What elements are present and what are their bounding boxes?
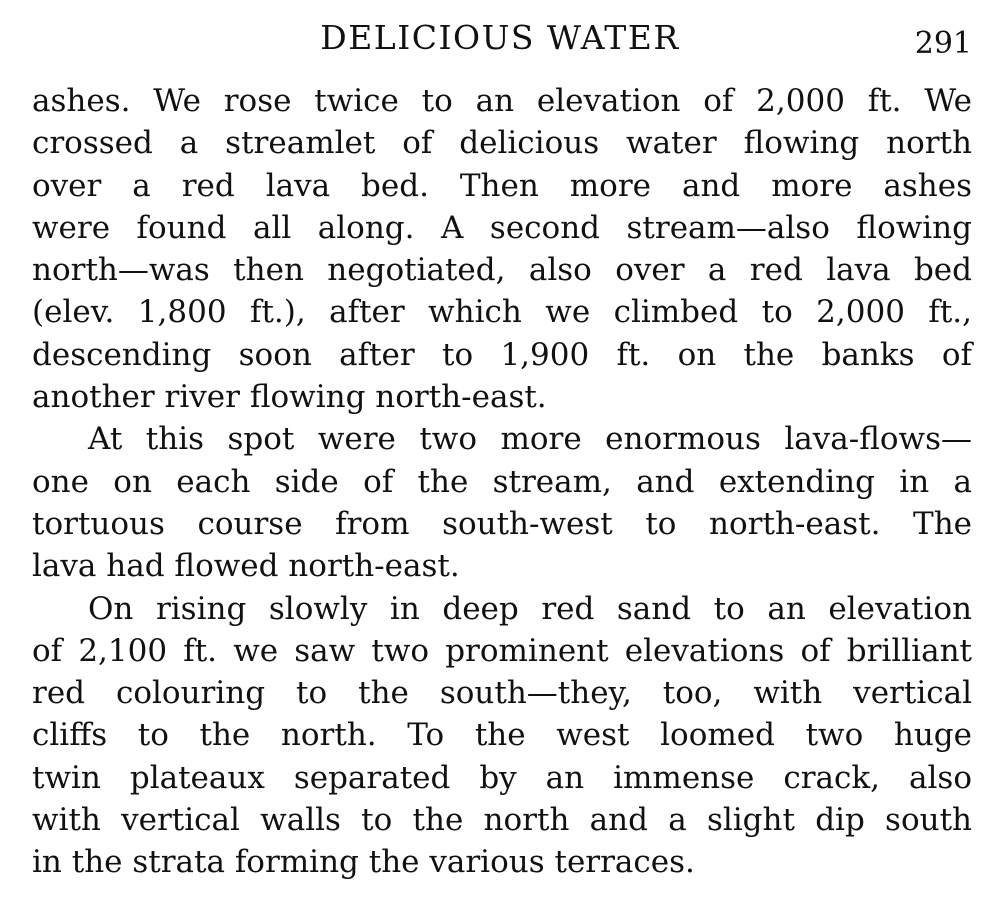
text-line: red colouring to the south—they, too, with vertical <box>32 675 972 712</box>
text-line: lava had flowed north-east. <box>32 548 460 585</box>
chapter-heading: DELICIOUS WATER <box>320 18 680 57</box>
text-line: crossed a streamlet of delicious water flowing north <box>32 125 972 162</box>
text-line: ashes. We rose twice to an elevation of 2,000 ft. We <box>32 83 972 119</box>
text-line: (elev. 1,800 ft.), after which we climbed to 2,000 ft., <box>32 294 972 331</box>
text-line: twin plateaux separated by an immense crack, also <box>32 759 972 796</box>
page-number: 291 <box>914 26 972 61</box>
text-line: cliffs to the north. To the west loomed two huge <box>32 717 972 754</box>
text-line: were found all along. A second stream—also flowing <box>32 209 972 246</box>
text-line: one on each side of the stream, and extending in a <box>32 463 972 500</box>
text-line: On rising slowly in deep red sand to an elevation <box>88 590 972 627</box>
running-head <box>0 14 1000 62</box>
text-line: north—was then negotiated, also over a red lava bed <box>32 252 972 289</box>
text-line: descending soon after to 1,900 ft. on the banks of <box>32 336 972 373</box>
text-line: tortuous course from south-west to north-east. The <box>32 505 972 542</box>
body-text <box>32 80 972 884</box>
text-line: of 2,100 ft. we saw two prominent elevations of brilliant <box>32 632 972 669</box>
text-line: At this spot were two more enormous lava-flows— <box>88 421 972 458</box>
text-line: another river flowing north-east. <box>32 379 547 416</box>
text-line: in the strata forming the various terraces. <box>32 844 695 881</box>
text-line: with vertical walls to the north and a slight dip south <box>32 802 972 839</box>
text-line: over a red lava bed. Then more and more ashes <box>32 167 972 204</box>
